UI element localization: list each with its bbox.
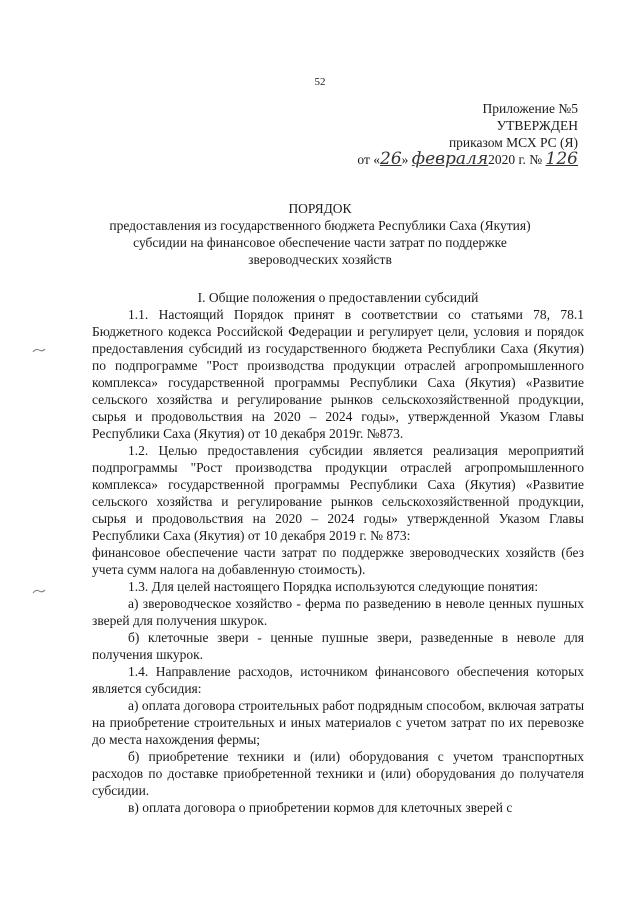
handwritten-day: 26: [380, 149, 402, 169]
title-line-3: звероводческих хозяйств: [248, 252, 392, 267]
paragraph-1-3: 1.3. Для целей настоящего Порядка используются следующие понятия:: [128, 579, 539, 594]
date-prefix: от «: [357, 152, 381, 167]
handwritten-month: февраля: [411, 149, 489, 169]
paragraph-1-4-c: в) оплата договора о приобретении кормов для клеточных зверей с: [128, 800, 513, 815]
scan-margin-mark: [32, 347, 46, 353]
paragraph-1-2-goal: финансовое обеспечение части затрат по поддержке звероводческих хозяйств (без учета сумм налога на добавленную стоимость).: [92, 545, 584, 577]
title-line-1: предоставления из государственного бюджета Республики Саха (Якутия): [109, 218, 531, 233]
approved-label: УТВЕРЖДЕН: [496, 118, 578, 133]
paragraph-1-4-b: б) приобретение техники и (или) оборудования с учетом транспортных расходов по доставке приобретенной техники и (или) оборудования до получателя субсидии.: [92, 749, 584, 798]
order-label: приказом МСХ РС (Я): [448, 135, 578, 150]
paragraph-1-2: 1.2. Целью предоставления субсидии является реализация мероприятий подпрограммы "Рост производства продукции отраслей агропромышленного комплекса» государственной программы Республики Саха (Якутия) «Развитие сельского хозяйства и регулирование рынков сельскохозяйственной продукции, сырья и продовольствия на 2020 – 2024 годы» утвержденной Указом Главы Республики Саха (Якутия) от 10 декабря 2019 г. № 873:: [92, 443, 584, 543]
paragraph-1-4: 1.4. Направление расходов, источником финансового обеспечения которых является субсидия:: [92, 664, 584, 696]
year-text: 2020 г. №: [488, 152, 543, 167]
paragraph-1-4-a: а) оплата договора строительных работ подрядным способом, включая затраты на приобретение строительных и иных материалов с учетом затрат по их перевозке до места нахождения фермы;: [92, 698, 585, 747]
document-title: [0, 200, 640, 268]
date-mid: »: [401, 152, 409, 167]
appendix-label: Приложение №5: [482, 101, 578, 116]
title-line-2: субсидии на финансовое обеспечение части затрат по поддержке: [133, 235, 507, 250]
handwritten-number: 126: [545, 149, 578, 169]
page-number: 52: [314, 76, 326, 88]
approval-block: [357, 100, 578, 168]
section-heading: I. Общие положения о предоставлении субсидий: [197, 290, 479, 305]
scan-margin-mark: [32, 588, 46, 594]
title-heading: ПОРЯДОК: [288, 201, 352, 216]
paragraph-1-1: 1.1. Настоящий Порядок принят в соответствии со статьями 78, 78.1 Бюджетного кодекса Российской Федерации и регулирует цели, условия и порядок предоставления субсидий из государственного бюджета Республики Саха (Якутия) по подпрограмме "Рост производства продукции отраслей агропромышленного комплекса» государственной программы Республики Саха (Якутия) «Развитие сельского хозяйства и регулирование рынков сельскохозяйственной продукции, сырья и продовольствия на 2020 – 2024 годы», утвержденной Указом Главы Республики Саха (Якутия) от 10 декабря 2019г. №873.: [92, 307, 584, 441]
paragraph-1-3-b: б) клеточные звери - ценные пушные звери, разведенные в неволе для получения шкурок.: [92, 630, 584, 662]
document-body: [92, 289, 584, 816]
paragraph-1-3-a: а) звероводческое хозяйство - ферма по разведению в неволе ценных пушных зверей для получения шкурок.: [92, 596, 584, 628]
order-date-line: [357, 151, 578, 168]
